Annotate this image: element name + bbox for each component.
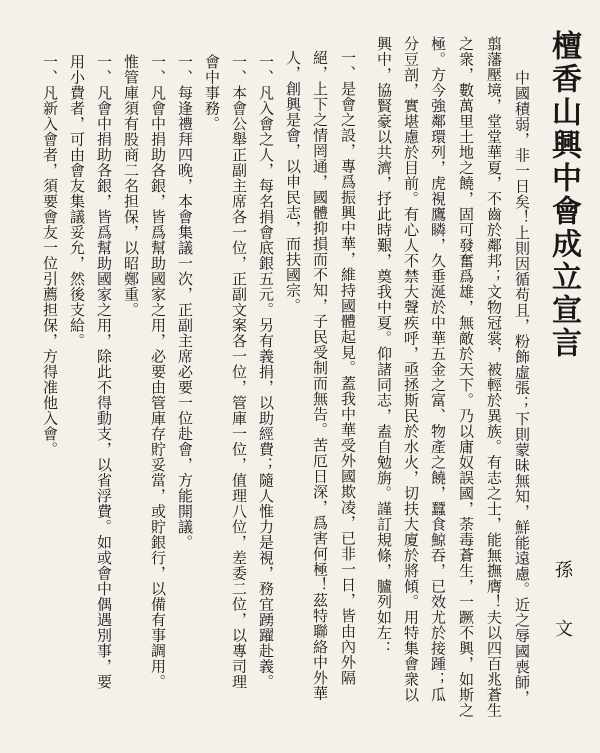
document-title: 檀香山興中會成立宣言 xyxy=(546,30,581,360)
text-column: 極。方今強鄰環列，虎視鷹瞵，久垂涎於中華五金之富、物產之饒，蠶食鯨吞，已效尤於接踵；瓜 xyxy=(429,36,447,703)
text-column: 分豆剖，實堪慮於目前。有心人不禁大聲疾呼，亟拯斯民於水火，切扶大廈於將傾。用特集會衆以 xyxy=(402,36,420,703)
text-column: 人，創興是會，以申民志，而扶國宗。 xyxy=(284,50,302,314)
text-column: 會中事務。 xyxy=(203,54,221,132)
text-column: 惟管庫須有股商二名担保，以昭鄭重。 xyxy=(122,54,140,318)
text-column: 中國積弱，非一日矣！上則因循苟且，粉飾虛張；下則蒙昧無知，鮮能遠慮。近之辱國喪師， xyxy=(513,70,531,706)
text-column: 絕，上下之情罔通，國體抑損而不知，子民受制而無告。苦厄日深，爲害何極！茲特聯絡中外華 xyxy=(311,50,329,701)
text-column: 用小費者，可由會友集議妥允，然後支給。 xyxy=(68,54,86,349)
text-column: 一、凡新入會者，須要會友一位引薦担保，方得准他入會。 xyxy=(41,54,59,457)
text-column: 一、凡會中捐助各銀，皆爲幫助國家之用，必要由管庫存貯妥當，或貯銀行，以備有事調用。 xyxy=(149,54,167,690)
text-column: 翦藩壓境，堂堂華夏，不齒於鄰邦；文物冠裳，被輕於異族。有志之士，能無撫膺！夫以四百兆蒼生 xyxy=(485,36,503,718)
text-column: 興中，協賢豪以共濟，抒此時艱，奠我中夏。仰諸同志，盍自勉旃。謹訂規條，臚列如左： xyxy=(375,36,393,656)
text-column: 一、是會之設，專爲振興中華，維持國體起見。蓋我中華受外國欺凌，已非一日，皆由內外隔 xyxy=(339,50,357,686)
text-column: 之衆，數萬里土地之饒，固可發奮爲雄，無敵於天下。乃以庸奴誤國，荼毒蒼生，一蹶不興，如斯之 xyxy=(457,36,475,718)
text-column: 一、本會公舉正副主席各一位，正副文案各一位，管庫一位，值理八位，差委二位，以專司理 xyxy=(230,54,248,690)
text-column: 一、凡會中捐助各銀，皆爲幫助國家之用，除此不得動支，以省浮費。如或會中偶遇別事，要 xyxy=(95,54,113,690)
text-column: 一、每逢禮拜四晚，本會集議一次，正副主席必要一位赴會，方能開議。 xyxy=(176,54,194,550)
text-column: 一、凡入會之人，每名捐會底銀五元。另有義捐，以助經費；隨人惟力是視，務宜踴躍赴義。 xyxy=(257,54,275,690)
document-author: 孫 文 xyxy=(552,560,573,647)
